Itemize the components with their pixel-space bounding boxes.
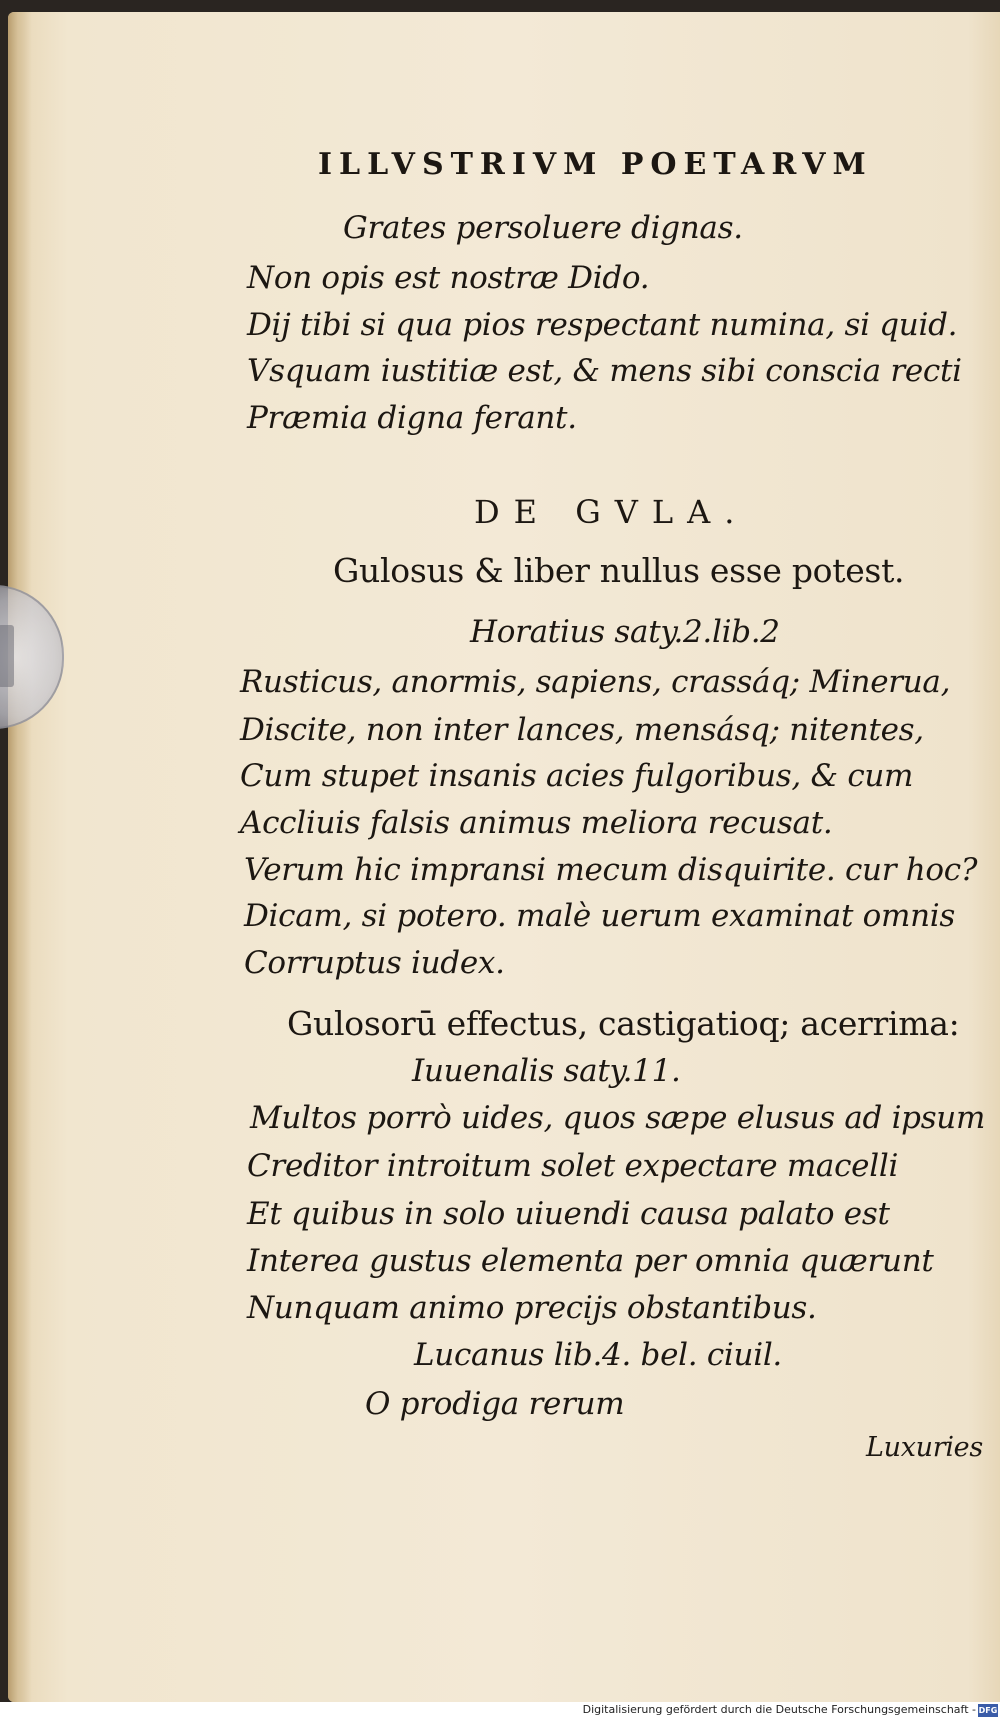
catchword: Luxuries <box>866 1432 983 1463</box>
verse-line: Cum stupet insanis acies fulgoribus, & cum <box>240 758 914 794</box>
verse-line: Nunquam animo precijs obstantibus. <box>247 1290 817 1326</box>
book-clip-grip <box>0 625 14 687</box>
digitization-credit: Digitalisierung gefördert durch die Deutsche Forschungsgemeinschaft - <box>582 1703 976 1716</box>
verse-line: Grates persoluere dignas. <box>343 210 743 246</box>
verse-line: Interea gustus elementa per omnia quærunt <box>247 1243 934 1279</box>
verse-line: O prodiga rerum <box>365 1386 625 1422</box>
verse-line: Præmia digna ferant. <box>247 400 577 436</box>
verse-line: Discite, non inter lances, mensásq; nitentes, <box>240 712 924 748</box>
verse-line: Dicam, si potero. malè uerum examinat omnis <box>244 898 956 934</box>
verse-line: Corruptus iudex. <box>244 945 505 981</box>
dfg-logo: DFG <box>978 1706 998 1715</box>
section-subtitle: Gulosorū effectus, castigatioq; acerrima: <box>287 1004 960 1043</box>
section-title: DE GVLA. <box>474 493 749 531</box>
verse-line: Accliuis falsis animus meliora recusat. <box>240 805 833 841</box>
source-citation: Lucanus lib.4. bel. ciuil. <box>414 1337 782 1373</box>
verse-line: Dij tibi si qua pios respectant numina, si quid. <box>247 307 958 343</box>
verse-line: Et quibus in solo uiuendi causa palato est <box>247 1196 890 1232</box>
verse-line: Rusticus, anormis, sapiens, crassáq; Minerua, <box>240 664 951 700</box>
verse-line: Multos porrò uides, quos sæpe elusus ad ipsum <box>250 1100 986 1136</box>
running-head: ILLVSTRIVM POETARVM <box>318 147 873 182</box>
verse-line: Non opis est nostræ Dido. <box>247 260 650 296</box>
source-citation: Horatius saty.2.lib.2 <box>470 614 780 650</box>
verse-line: Vsquam iustitiæ est, & mens sibi conscia recti <box>247 353 962 389</box>
section-subtitle: Gulosus & liber nullus esse potest. <box>333 551 905 590</box>
book-gutter <box>8 12 32 1702</box>
source-citation: Iuuenalis saty.11. <box>412 1053 681 1089</box>
verse-line: Verum hic impransi mecum disquirite. cur hoc? <box>244 852 978 888</box>
verse-line: Creditor introitum solet expectare macelli <box>247 1148 899 1184</box>
